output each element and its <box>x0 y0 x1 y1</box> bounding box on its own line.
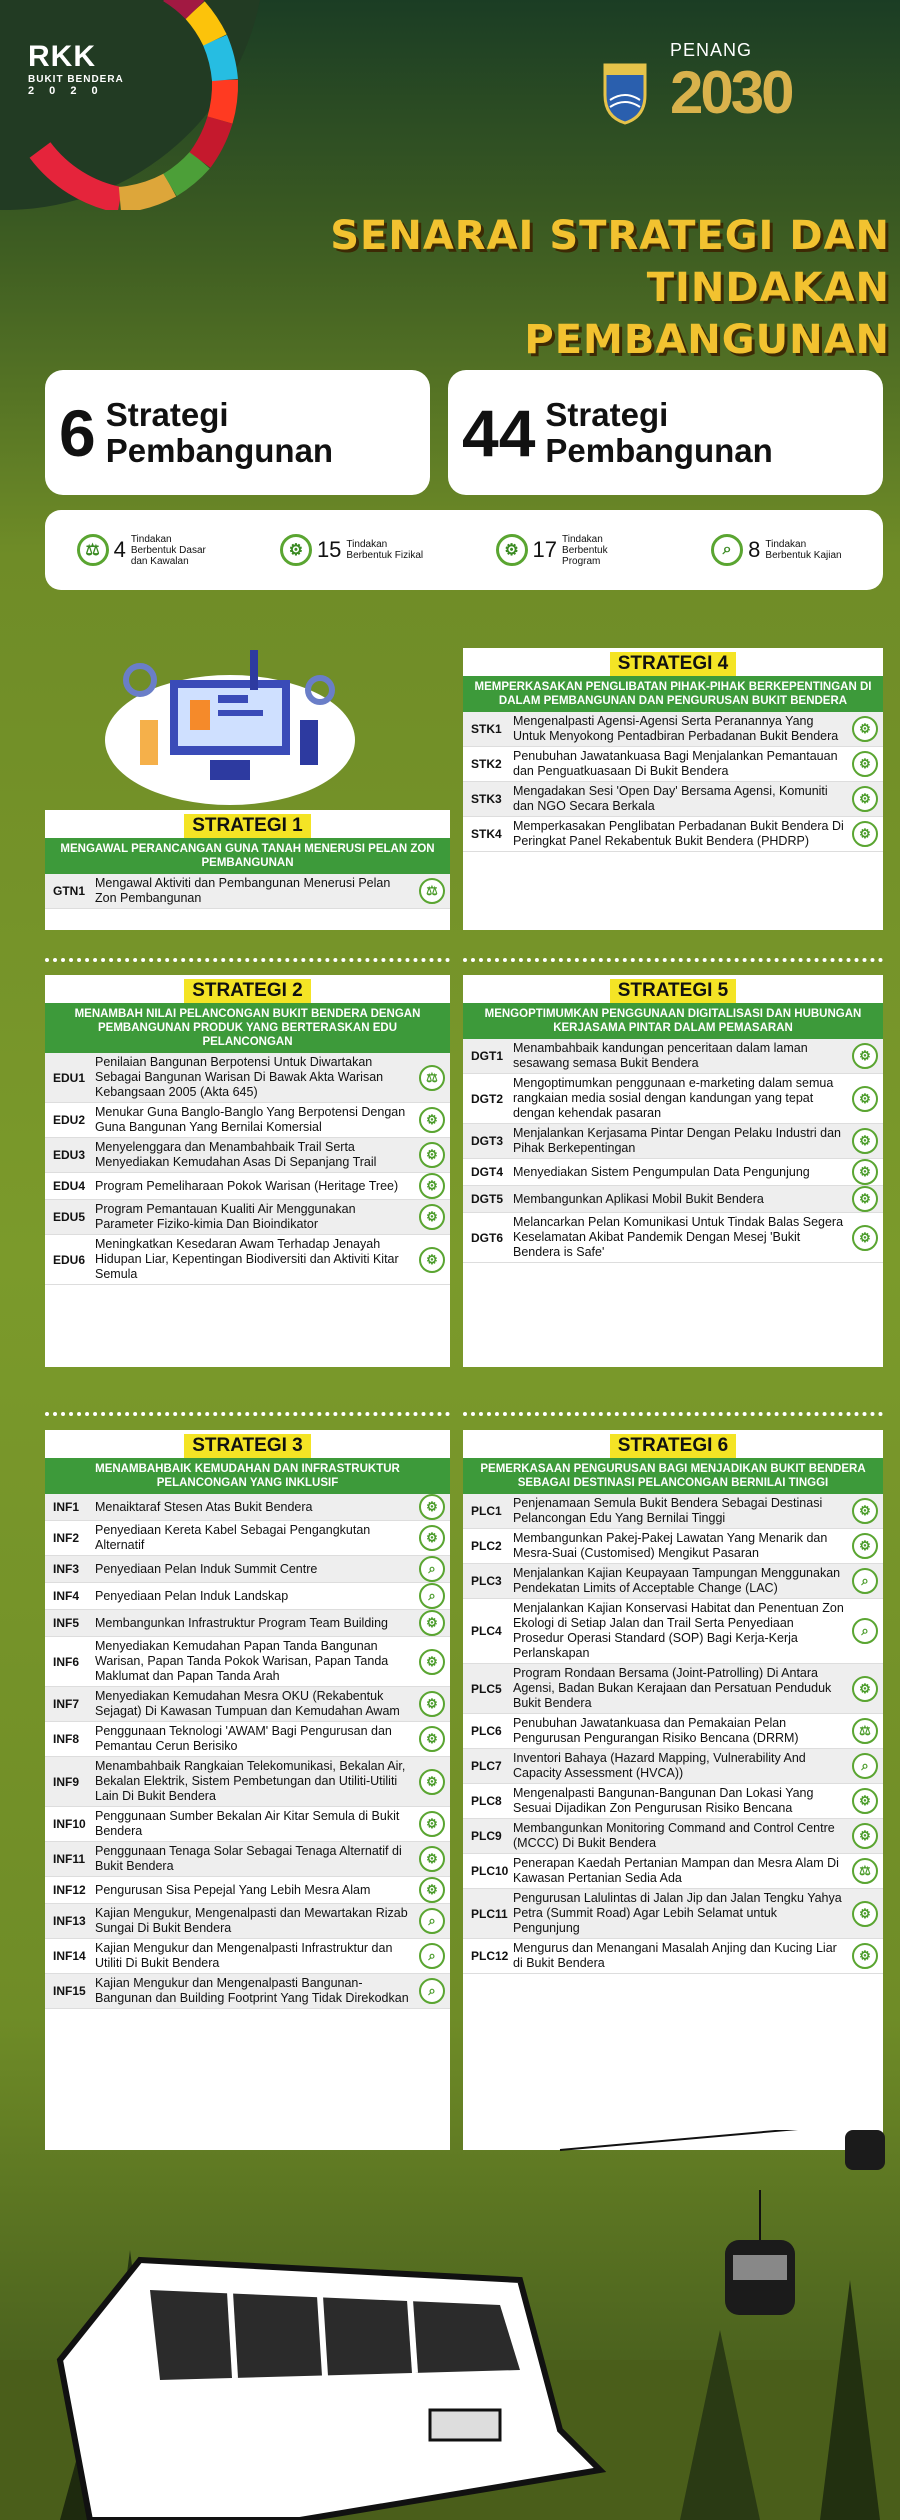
action-row <box>45 1939 450 1974</box>
strategy-description: PEMERKASAAN PENGURUSAN BAGI MENJADIKAN BUKIT BENDERA SEBAGAI DESTINASI PELANCONGAN BERNILAI TINGGI <box>463 1458 883 1494</box>
action-code: INF15 <box>53 1984 86 1998</box>
summary-box-strategies <box>45 370 430 495</box>
gears-icon: ⚙ <box>852 1901 878 1927</box>
strategy-panel-4 <box>463 648 883 930</box>
action-code: INF9 <box>53 1774 80 1789</box>
action-code: GTN1 <box>53 884 86 898</box>
stat-dasar <box>77 534 217 567</box>
gears-icon: ⚙ <box>419 1173 445 1199</box>
action-type-summary <box>45 510 883 590</box>
action-row <box>463 1819 883 1854</box>
gears-icon: ⚙ <box>419 1525 445 1551</box>
magnifier-icon: ⌕ <box>852 1568 878 1594</box>
action-code: EDU3 <box>53 1148 86 1162</box>
action-row <box>463 1074 883 1124</box>
action-code: PLC8 <box>471 1794 502 1808</box>
stat-number: 4 <box>113 537 126 562</box>
gears-icon: ⚙ <box>852 821 878 847</box>
stat-fizikal <box>280 534 432 566</box>
action-description: Kajian Mengukur, Mengenalpasti dan Mewartakan Rizab Sungai Di Bukit Bendera <box>95 1906 408 1935</box>
action-description: Menyediakan Sistem Pengumpulan Data Pengunjung <box>513 1164 810 1179</box>
action-description: Membangunkan Pakej-Pakej Lawatan Yang Menarik dan Mesra-Suai (Customised) Mengikut Pasaran <box>513 1531 828 1560</box>
action-row <box>463 1124 883 1159</box>
gears-icon: ⚙ <box>852 1186 878 1212</box>
rkk-year: 2 0 2 0 <box>28 85 104 97</box>
strategy-description: MENAMBAH NILAI PELANCONGAN BUKIT BENDERA DENGAN PEMBANGUNAN PRODUK YANG BERTERASKAN EDU PELANCONGAN <box>45 1003 450 1053</box>
gears-icon: ⚙ <box>852 1043 878 1069</box>
action-description: Penyediaan Kereta Kabel Sebagai Pengangkutan Alternatif <box>95 1523 371 1552</box>
action-code: INF7 <box>53 1697 80 1711</box>
action-description: Penggunaan Tenaga Solar Sebagai Tenaga Alternatif di Bukit Bendera <box>95 1844 402 1873</box>
stat-number: 8 <box>748 537 761 562</box>
action-description: Menukar Guna Banglo-Banglo Yang Berpotensi Dengan Guna Bangunan Yang Bernilai Komersial <box>95 1105 406 1134</box>
magnifier-icon: ⌕ <box>711 534 743 566</box>
planning-illustration <box>100 630 360 810</box>
gears-icon: ⚙ <box>852 1943 878 1969</box>
action-row <box>463 1186 883 1213</box>
strategy-count: 6 <box>59 395 96 470</box>
gears-icon: ⚙ <box>419 1649 445 1675</box>
action-row <box>45 1053 450 1103</box>
action-code: PLC1 <box>471 1504 502 1518</box>
action-description: Menyediakan Kemudahan Papan Tanda Bangunan Warisan, Papan Tanda Pokok Warisan, Papan Tanda Maklumat dan Papan Tanda Arah <box>95 1639 389 1683</box>
action-row <box>463 1854 883 1889</box>
action-code: INF8 <box>53 1732 80 1746</box>
action-code: INF12 <box>53 1883 86 1897</box>
action-row <box>45 1877 450 1904</box>
gears-icon: ⚙ <box>419 1769 445 1795</box>
action-row <box>45 1173 450 1200</box>
action-description: Membangunkan Infrastruktur Program Team Building <box>95 1615 388 1630</box>
action-code: STK1 <box>471 722 502 736</box>
gears-icon: ⚙ <box>852 716 878 742</box>
action-code: DGT2 <box>471 1091 504 1106</box>
sdg-wheel-graphic <box>0 0 260 210</box>
stat-kajian <box>711 534 851 566</box>
action-row <box>463 1159 883 1186</box>
action-code: STK3 <box>471 792 502 806</box>
magnifier-icon: ⌕ <box>852 1753 878 1779</box>
stat-program <box>496 534 648 567</box>
header <box>0 0 900 200</box>
action-code: PLC10 <box>471 1864 509 1878</box>
action-code: PLC9 <box>471 1829 502 1843</box>
action-description: Membangunkan Aplikasi Mobil Bukit Bendera <box>513 1191 764 1206</box>
action-row <box>463 1529 883 1564</box>
action-description: Menyediakan Kemudahan Mesra OKU (Rekabentuk Sejagat) Di Kawasan Tumpuan dan Kemudahan Awam <box>95 1689 400 1718</box>
action-row <box>45 1200 450 1235</box>
title-line-2: TINDAKAN PEMBANGUNAN <box>524 265 890 363</box>
action-row <box>463 1494 883 1529</box>
rkk-text: RKK <box>28 40 96 73</box>
penang-label: PENANG <box>670 40 753 60</box>
gavel-icon: ⚖ <box>419 878 445 904</box>
action-description: Mengurus dan Menangani Masalah Anjing dan Kucing Liar di Bukit Bendera <box>513 1941 837 1970</box>
action-description: Pengurusan Sisa Pepejal Yang Lebih Mesra Alam <box>95 1882 371 1897</box>
action-code: INF3 <box>53 1562 80 1576</box>
action-code: EDU1 <box>53 1070 86 1085</box>
action-description: Program Pemantauan Kualiti Air Menggunakan Parameter Fiziko-kimia Dan Bioindikator <box>95 1202 356 1231</box>
action-row <box>45 1687 450 1722</box>
action-row <box>45 1722 450 1757</box>
action-description: Menambahbaik kandungan penceritaan dalam laman sesawang semasa Bukit Bendera <box>513 1041 808 1070</box>
action-row <box>45 1807 450 1842</box>
action-code: DGT1 <box>471 1049 504 1063</box>
gavel-icon: ⚖ <box>77 534 109 566</box>
strategy-description: MENAMBAHBAIK KEMUDAHAN DAN INFRASTRUKTUR PELANCONGAN YANG INKLUSIF <box>45 1458 450 1494</box>
summary-label: Strategi <box>105 395 229 433</box>
action-count: 44 <box>462 395 536 470</box>
summary-label: Strategi <box>545 395 669 433</box>
action-row <box>463 782 883 817</box>
action-description: Program Pemeliharaan Pokok Warisan (Heritage Tree) <box>95 1178 399 1193</box>
action-row <box>45 1235 450 1285</box>
gears-icon: ⚙ <box>852 1533 878 1559</box>
summary-label: Pembangunan <box>545 431 773 469</box>
strategy-tag: STRATEGI 2 <box>184 979 311 1003</box>
magnifier-icon: ⌕ <box>419 1556 445 1582</box>
gavel-icon: ⚖ <box>852 1718 878 1744</box>
summary-label: Pembangunan <box>105 431 334 469</box>
action-description: Penubuhan Jawatankuasa Bagi Menjalankan Pemantauan dan Penguatkuasaan Di Bukit Bendera <box>513 749 838 778</box>
action-row <box>45 1974 450 2009</box>
action-code: INF4 <box>53 1589 80 1603</box>
action-code: INF10 <box>53 1817 86 1831</box>
gears-icon: ⚙ <box>419 1811 445 1837</box>
action-description: Mengenalpasti Bangunan-Bangunan Dan Lokasi Yang Sesuai Dijadikan Zon Pengurusan Risiko Bencana <box>513 1786 814 1815</box>
action-code: INF2 <box>53 1531 80 1545</box>
stat-label: Tindakan Berbentuk Dasar dan Kawalan <box>130 533 206 567</box>
strategy-tag: STRATEGI 4 <box>610 652 737 676</box>
gears-icon: ⚙ <box>852 1498 878 1524</box>
stat-number: 17 <box>532 537 558 562</box>
action-row <box>463 1939 883 1974</box>
action-description: Memperkasakan Penglibatan Perbadanan Bukit Bendera Di Peringkat Panel Rekabentuk Bukit Bendera (PHDRP) <box>513 819 844 848</box>
penang-crest-icon <box>600 55 650 125</box>
magnifier-icon: ⌕ <box>419 1908 445 1934</box>
title-line-1: SENARAI STRATEGI DAN <box>330 213 890 259</box>
strategy-panel-3 <box>45 1430 450 2150</box>
strategy-tag: STRATEGI 5 <box>610 979 737 1003</box>
action-row <box>45 1521 450 1556</box>
gears-icon: ⚙ <box>852 1128 878 1154</box>
divider <box>45 1412 450 1418</box>
action-code: EDU2 <box>53 1113 86 1127</box>
action-description: Penerapan Kaedah Pertanian Mampan dan Mesra Alam Di Kawasan Pertanian Sedia Ada <box>513 1856 839 1885</box>
strategy-panel-2 <box>45 975 450 1367</box>
action-description: Kajian Mengukur dan Mengenalpasti Infrastruktur dan Utiliti Di Bukit Bendera <box>95 1941 393 1970</box>
action-code: STK4 <box>471 827 502 841</box>
gears-icon: ⚙ <box>419 1610 445 1636</box>
strategy-tag: STRATEGI 6 <box>610 1434 737 1458</box>
divider <box>463 958 883 964</box>
magnifier-icon: ⌕ <box>852 1618 878 1644</box>
action-description: Penjenamaan Semula Bukit Bendera Sebagai Destinasi Pelancongan Edu Yang Bernilai Tinggi <box>513 1496 823 1525</box>
strategy-tag: STRATEGI 1 <box>184 814 311 838</box>
gears-icon: ⚙ <box>419 1204 445 1230</box>
gears-icon: ⚙ <box>419 1726 445 1752</box>
action-description: Melancarkan Pelan Komunikasi Untuk Tindak Balas Segera Keselamatan Akibat Pandemik Dengan Mesej 'Bukit Bendera is Safe' <box>513 1215 844 1259</box>
action-description: Penggunaan Sumber Bekalan Air Kitar Semula di Bukit Bendera <box>95 1809 400 1838</box>
action-description: Inventori Bahaya (Hazard Mapping, Vulnerability And Capacity Assessment (HVCA)) <box>513 1751 806 1780</box>
stat-label: Tindakan Berbentuk Fizikal <box>346 539 424 561</box>
action-row <box>45 1904 450 1939</box>
action-code: EDU5 <box>53 1210 86 1224</box>
gears-icon: ⚙ <box>852 786 878 812</box>
action-code: PLC7 <box>471 1759 502 1773</box>
action-row <box>45 1637 450 1687</box>
magnifier-icon: ⌕ <box>419 1943 445 1969</box>
action-description: Mengadakan Sesi 'Open Day' Bersama Agensi, Komuniti dan NGO Secara Berkala <box>513 784 828 813</box>
gears-icon: ⚙ <box>852 1086 878 1112</box>
action-description: Penggunaan Teknologi 'AWAM' Bagi Pengurusan dan Pemantau Cerun Berisiko <box>95 1724 392 1753</box>
action-row <box>45 1583 450 1610</box>
action-code: DGT3 <box>471 1134 504 1148</box>
gears-icon: ⚙ <box>496 534 528 566</box>
action-code: PLC12 <box>471 1949 509 1963</box>
action-description: Pengurusan Lalulintas di Jalan Jip dan Jalan Tengku Yahya Petra (Summit Road) Agar Lebih Selamat untuk Pengunjung <box>513 1891 842 1935</box>
gears-icon: ⚙ <box>419 1877 445 1903</box>
strategy-description: MENGAWAL PERANCANGAN GUNA TANAH MENERUSI PELAN ZON PEMBANGUNAN <box>45 838 450 874</box>
action-row <box>45 1610 450 1637</box>
gears-icon: ⚙ <box>852 1823 878 1849</box>
action-code: INF5 <box>53 1616 80 1630</box>
action-row <box>463 817 883 852</box>
gavel-icon: ⚖ <box>852 1858 878 1884</box>
action-description: Program Rondaan Bersama (Joint-Patrolling) Di Antara Agensi, Badan Bukan Kerajaan dan Persatuan Penduduk Bukit Bendera <box>513 1666 832 1710</box>
divider <box>45 958 450 964</box>
funicular-train-illustration <box>0 2130 900 2520</box>
action-code: INF13 <box>53 1914 86 1928</box>
action-description: Menambahbaik Rangkaian Telekomunikasi, Bekalan Air, Bekalan Elektrik, Sistem Pembetungan dan Utiliti-Utiliti Lain Di Bukit Bendera <box>95 1759 406 1803</box>
rkk-logo <box>28 40 124 97</box>
gears-icon: ⚙ <box>852 1676 878 1702</box>
gears-icon: ⚙ <box>419 1691 445 1717</box>
gears-icon: ⚙ <box>852 1225 878 1251</box>
action-code: STK2 <box>471 757 502 771</box>
action-code: DGT5 <box>471 1192 504 1206</box>
action-row <box>463 1784 883 1819</box>
action-row <box>463 1039 883 1074</box>
action-description: Menyelenggara dan Menambahbaik Trail Serta Menyediakan Kemudahan Asas Di Sepanjang Trail <box>95 1140 377 1169</box>
action-row <box>463 712 883 747</box>
action-row <box>463 747 883 782</box>
strategy-description: MEMPERKASAKAN PENGLIBATAN PIHAK-PIHAK BERKEPENTINGAN DI DALAM PEMBANGUNAN DAN PENGURUSAN BUKIT BENDERA <box>463 676 883 712</box>
action-row <box>463 1749 883 1784</box>
action-code: PLC3 <box>471 1574 502 1588</box>
gears-icon: ⚙ <box>280 534 312 566</box>
action-code: INF11 <box>53 1852 86 1866</box>
page-title <box>300 210 890 366</box>
action-code: PLC5 <box>471 1681 502 1696</box>
action-code: PLC11 <box>471 1906 508 1921</box>
action-description: Mengenalpasti Agensi-Agensi Serta Peranannya Yang Untuk Menyokong Pentadbiran Perbadanan Bukit Bendera <box>513 714 839 743</box>
strategy-panel-1 <box>45 810 450 930</box>
action-description: Penubuhan Jawatankuasa dan Pemakaian Pelan Pengurusan Pengurangan Risiko Bencana (DRRM) <box>513 1716 799 1745</box>
divider <box>463 1412 883 1418</box>
strategy-panel-6 <box>463 1430 883 2150</box>
action-description: Mengoptimumkan penggunaan e-marketing dalam semua rangkaian media sosial dengan kandungan yang tepat dengan kehendak pasaran <box>513 1076 834 1120</box>
gears-icon: ⚙ <box>419 1142 445 1168</box>
rkk-subtitle: BUKIT BENDERA <box>28 74 124 85</box>
gears-icon: ⚙ <box>419 1494 445 1520</box>
action-code: INF14 <box>53 1949 86 1963</box>
action-row <box>45 1757 450 1807</box>
penang-2030-logo: 2030 <box>670 59 792 126</box>
strategy-panel-5 <box>463 975 883 1367</box>
action-code: INF6 <box>53 1654 80 1669</box>
action-description: Penyediaan Pelan Induk Summit Centre <box>95 1561 318 1576</box>
action-row <box>45 1842 450 1877</box>
action-row <box>463 1213 883 1263</box>
stat-label: Tindakan Berbentuk Kajian <box>765 539 842 561</box>
action-description: Kajian Mengukur dan Mengenalpasti Bangunan-Bangunan dan Building Footprint Yang Tidak Direkodkan <box>95 1976 409 2005</box>
gears-icon: ⚙ <box>419 1107 445 1133</box>
action-description: Penilaian Bangunan Berpotensi Untuk Diwartakan Sebagai Bangunan Warisan Di Bawak Akta Warisan Kebangsaan 2005 (Akta 645) <box>95 1055 384 1099</box>
action-description: Menjalankan Kajian Keupayaan Tampungan Menggunakan Pendekatan Limits of Acceptable Change (LAC) <box>513 1566 841 1595</box>
action-code: DGT4 <box>471 1165 504 1179</box>
action-code: EDU6 <box>53 1252 86 1267</box>
action-row <box>463 1564 883 1599</box>
action-row <box>45 1494 450 1521</box>
stat-label: Tindakan Berbentuk Program <box>562 533 608 567</box>
action-code: PLC6 <box>471 1724 502 1738</box>
strategy-description: MENGOPTIMUMKAN PENGGUNAAN DIGITALISASI DAN HUBUNGAN KERJASAMA PINTAR DALAM PEMASARAN <box>463 1003 883 1039</box>
action-row <box>463 1714 883 1749</box>
action-row <box>463 1599 883 1664</box>
gavel-icon: ⚖ <box>419 1065 445 1091</box>
action-row <box>45 1138 450 1173</box>
strategy-tag: STRATEGI 3 <box>184 1434 311 1458</box>
action-description: Mengawal Aktiviti dan Pembangunan Menerusi Pelan Zon Pembangunan <box>95 876 391 905</box>
action-code: PLC4 <box>471 1624 502 1638</box>
magnifier-icon: ⌕ <box>419 1583 445 1609</box>
action-row <box>45 1556 450 1583</box>
action-description: Membangunkan Monitoring Command and Control Centre (MCCC) Di Bukit Bendera <box>513 1821 835 1850</box>
action-description: Menjalankan Kerjasama Pintar Dengan Pelaku Industri dan Pihak Berkepentingan <box>513 1126 841 1155</box>
gears-icon: ⚙ <box>419 1247 445 1273</box>
action-row <box>463 1664 883 1714</box>
action-description: Menaiktaraf Stesen Atas Bukit Bendera <box>95 1499 313 1514</box>
action-description: Menjalankan Kajian Konservasi Habitat dan Penentuan Zon Ekologi di Setiap Jalan dan Trail Serta Penyediaan Prosedur Operasi Standard (SOP) Bagi Kerja-Kerja Perlanskapan <box>513 1601 844 1660</box>
action-description: Penyediaan Pelan Induk Landskap <box>95 1588 289 1603</box>
action-row <box>463 1889 883 1939</box>
action-code: DGT6 <box>471 1230 504 1245</box>
action-code: INF1 <box>53 1500 80 1514</box>
action-code: EDU4 <box>53 1179 86 1193</box>
gears-icon: ⚙ <box>852 1159 878 1185</box>
stat-number: 15 <box>316 537 342 562</box>
summary-box-actions <box>448 370 883 495</box>
action-code: PLC2 <box>471 1539 502 1553</box>
gears-icon: ⚙ <box>419 1846 445 1872</box>
gears-icon: ⚙ <box>852 1788 878 1814</box>
action-row <box>45 1103 450 1138</box>
gears-icon: ⚙ <box>852 751 878 777</box>
magnifier-icon: ⌕ <box>419 1978 445 2004</box>
action-row <box>45 874 450 909</box>
action-description: Meningkatkan Kesedaran Awam Terhadap Jenayah Hidupan Liar, Kepentingan Biodiversiti dan Aktiviti Kitar Semula <box>95 1237 399 1281</box>
